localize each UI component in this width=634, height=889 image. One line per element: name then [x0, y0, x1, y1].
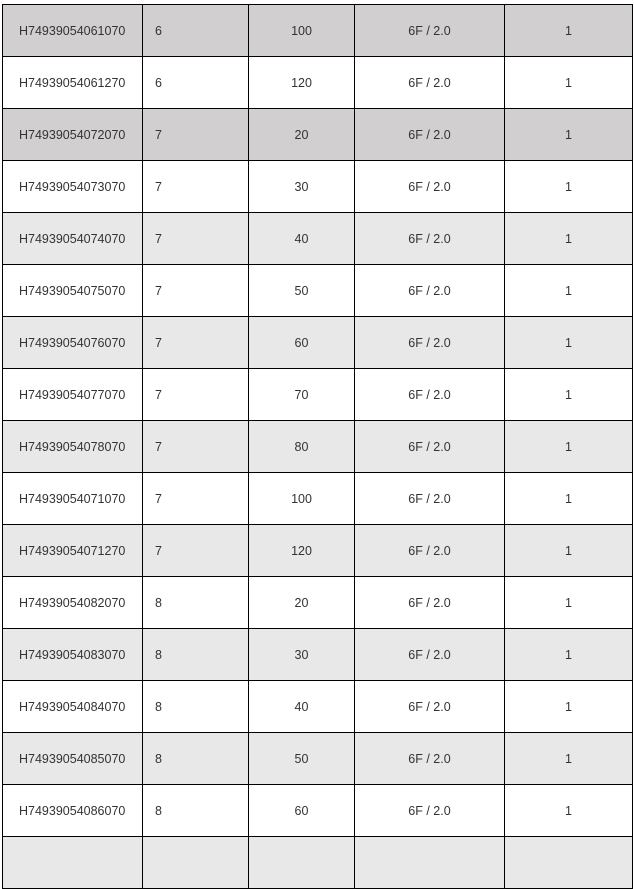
cell-col3: 40	[249, 681, 355, 733]
table-row[interactable]	[3, 733, 633, 785]
cell-code: H74939054082070	[3, 577, 143, 629]
cell-col2: 7	[143, 265, 249, 317]
cell-code: H74939054071070	[3, 473, 143, 525]
cell-col2: 8	[143, 785, 249, 837]
cell-col2: 7	[143, 317, 249, 369]
cell-code: H74939054085070	[3, 733, 143, 785]
table-row[interactable]	[3, 473, 633, 525]
table-row[interactable]	[3, 577, 633, 629]
cell-col3: 20	[249, 577, 355, 629]
cell-col3: 50	[249, 265, 355, 317]
cell-col2: 6	[143, 57, 249, 109]
table-row[interactable]	[3, 5, 633, 57]
cell-col4: 6F / 2.0	[355, 733, 505, 785]
cell-col5: 1	[505, 733, 633, 785]
cell-col5: 1	[505, 629, 633, 681]
cell-col2: 8	[143, 577, 249, 629]
cell-col5: 1	[505, 317, 633, 369]
cell-col2: 7	[143, 161, 249, 213]
cell-col3: 40	[249, 213, 355, 265]
cell-col4: 6F / 2.0	[355, 317, 505, 369]
cell-col2	[143, 837, 249, 889]
cell-col5: 1	[505, 161, 633, 213]
cell-col3: 60	[249, 317, 355, 369]
table-row[interactable]	[3, 681, 633, 733]
table-row[interactable]	[3, 629, 633, 681]
cell-col5: 1	[505, 681, 633, 733]
cell-code: H74939054061070	[3, 5, 143, 57]
cell-col4: 6F / 2.0	[355, 161, 505, 213]
cell-code: H74939054077070	[3, 369, 143, 421]
cell-code: H74939054075070	[3, 265, 143, 317]
cell-col3	[249, 837, 355, 889]
cell-col4: 6F / 2.0	[355, 525, 505, 577]
cell-col5: 1	[505, 785, 633, 837]
cell-code: H74939054084070	[3, 681, 143, 733]
cell-col3: 30	[249, 629, 355, 681]
cell-col2: 6	[143, 5, 249, 57]
cell-col2: 7	[143, 473, 249, 525]
cell-code: H74939054076070	[3, 317, 143, 369]
cell-col4: 6F / 2.0	[355, 421, 505, 473]
cell-col3: 80	[249, 421, 355, 473]
table-row[interactable]	[3, 57, 633, 109]
cell-code: H74939054074070	[3, 213, 143, 265]
cell-col2: 7	[143, 525, 249, 577]
cell-col4: 6F / 2.0	[355, 109, 505, 161]
table-row[interactable]	[3, 837, 633, 889]
cell-col4: 6F / 2.0	[355, 213, 505, 265]
table-row[interactable]	[3, 109, 633, 161]
table-row[interactable]	[3, 421, 633, 473]
cell-col4: 6F / 2.0	[355, 629, 505, 681]
cell-col5: 1	[505, 213, 633, 265]
cell-col3: 70	[249, 369, 355, 421]
cell-col4: 6F / 2.0	[355, 577, 505, 629]
cell-col3: 20	[249, 109, 355, 161]
cell-col3: 60	[249, 785, 355, 837]
cell-col3: 30	[249, 161, 355, 213]
cell-code	[3, 837, 143, 889]
cell-col4: 6F / 2.0	[355, 681, 505, 733]
cell-col4	[355, 837, 505, 889]
cell-col3: 120	[249, 57, 355, 109]
cell-col5: 1	[505, 57, 633, 109]
cell-col5: 1	[505, 109, 633, 161]
cell-col4: 6F / 2.0	[355, 5, 505, 57]
cell-col4: 6F / 2.0	[355, 265, 505, 317]
cell-col2: 7	[143, 213, 249, 265]
cell-code: H74939054078070	[3, 421, 143, 473]
cell-col4: 6F / 2.0	[355, 785, 505, 837]
cell-col3: 100	[249, 473, 355, 525]
table-row[interactable]	[3, 265, 633, 317]
cell-col2: 8	[143, 733, 249, 785]
table-row[interactable]	[3, 369, 633, 421]
product-table-container	[2, 4, 633, 889]
cell-col5: 1	[505, 5, 633, 57]
cell-code: H74939054061270	[3, 57, 143, 109]
cell-col3: 100	[249, 5, 355, 57]
cell-col4: 6F / 2.0	[355, 57, 505, 109]
cell-col2: 7	[143, 421, 249, 473]
cell-code: H74939054086070	[3, 785, 143, 837]
cell-col5: 1	[505, 265, 633, 317]
cell-col3: 120	[249, 525, 355, 577]
cell-col5: 1	[505, 369, 633, 421]
cell-code: H74939054072070	[3, 109, 143, 161]
cell-code: H74939054071270	[3, 525, 143, 577]
cell-code: H74939054083070	[3, 629, 143, 681]
table-row[interactable]	[3, 317, 633, 369]
cell-col4: 6F / 2.0	[355, 369, 505, 421]
table-row[interactable]	[3, 525, 633, 577]
cell-col5: 1	[505, 525, 633, 577]
cell-code: H74939054073070	[3, 161, 143, 213]
cell-col3: 50	[249, 733, 355, 785]
table-body	[3, 5, 633, 889]
cell-col5: 1	[505, 577, 633, 629]
product-table	[2, 4, 633, 889]
cell-col2: 7	[143, 369, 249, 421]
cell-col5: 1	[505, 421, 633, 473]
cell-col5	[505, 837, 633, 889]
table-row[interactable]	[3, 785, 633, 837]
cell-col5: 1	[505, 473, 633, 525]
cell-col2: 7	[143, 109, 249, 161]
table-row[interactable]	[3, 161, 633, 213]
cell-col2: 8	[143, 629, 249, 681]
cell-col4: 6F / 2.0	[355, 473, 505, 525]
cell-col2: 8	[143, 681, 249, 733]
table-row[interactable]	[3, 213, 633, 265]
